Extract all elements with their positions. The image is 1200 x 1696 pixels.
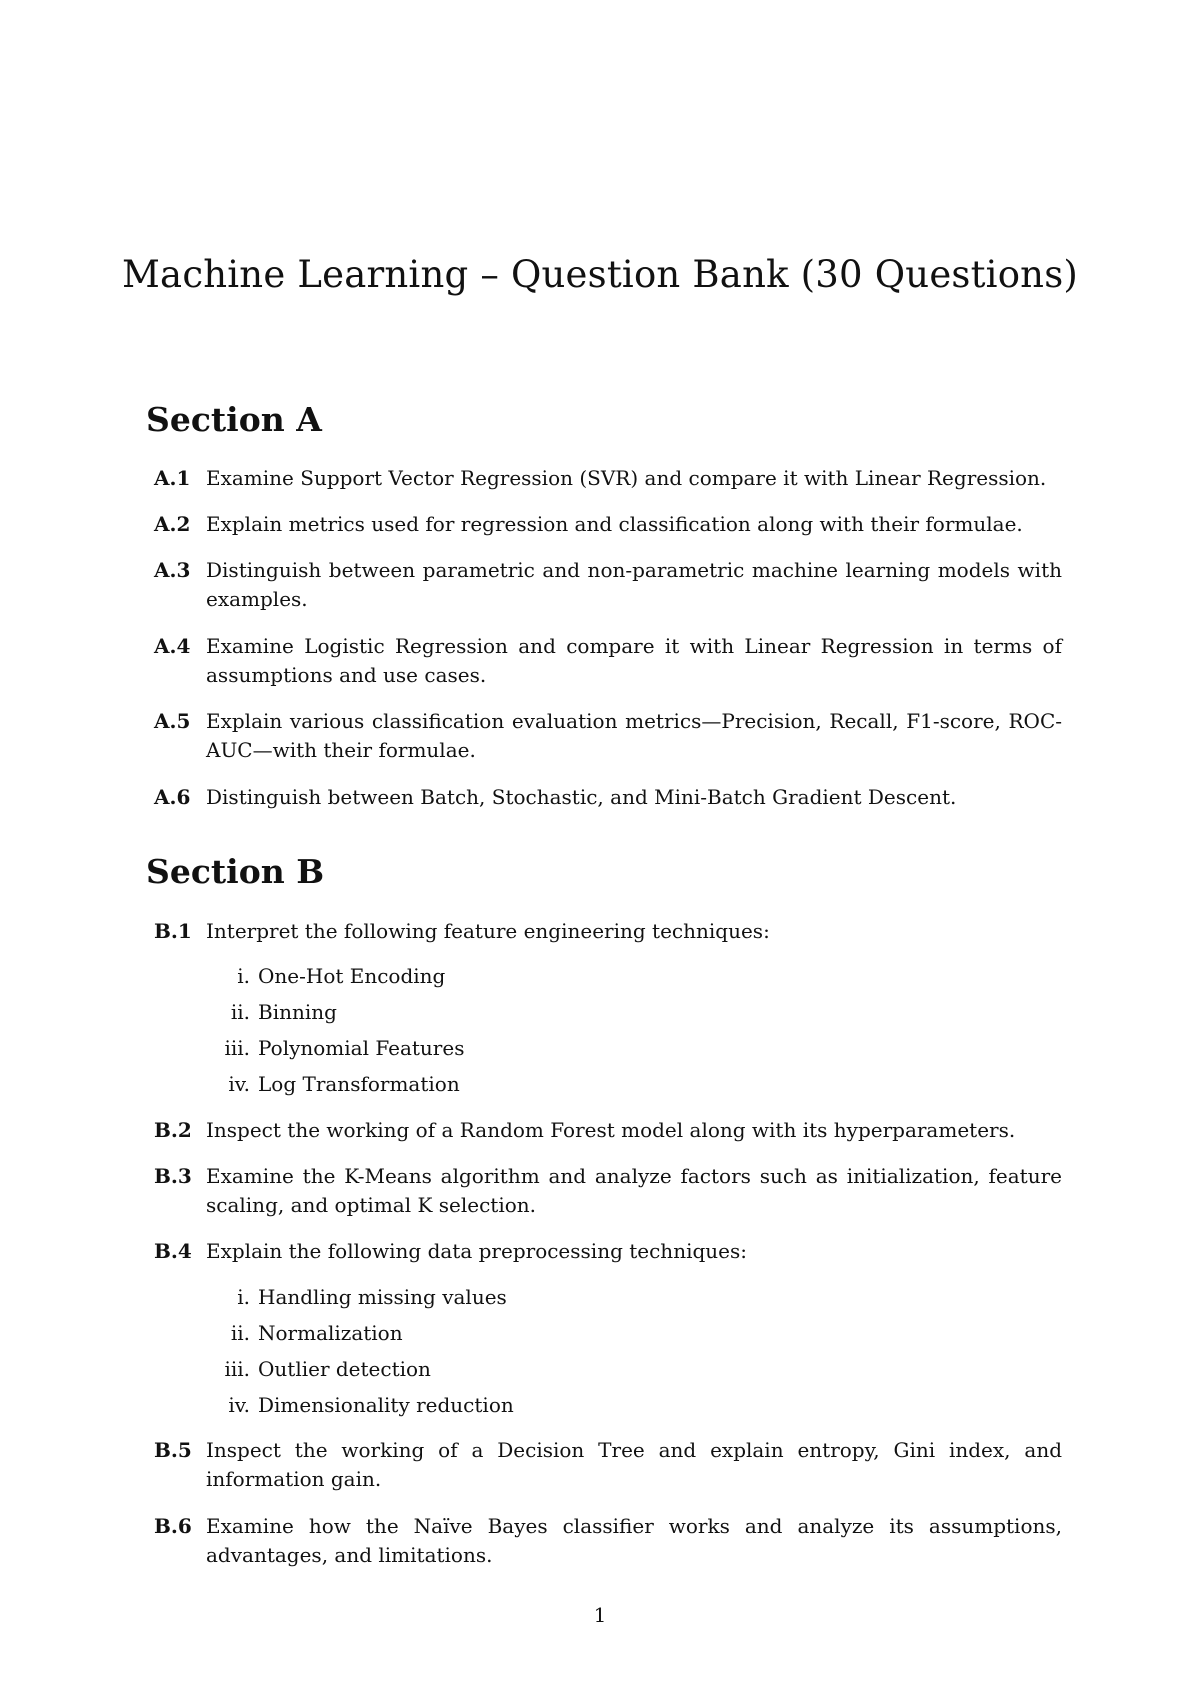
list-item-number: iii. [224,1036,250,1060]
question-a1 [154,464,1062,493]
page-title: Machine Learning – Question Bank (30 Questions) [121,252,1079,296]
question-b5 [154,1436,1062,1494]
question-text: Explain the following data preprocessing techniques: [206,1239,747,1263]
question-number: A.5 [154,709,191,733]
question-number: A.4 [154,634,191,658]
list-item-text: Dimensionality reduction [258,1393,514,1417]
question-a2 [154,510,1062,539]
list-item [200,1034,464,1063]
question-a4 [154,632,1062,690]
list-item-text: Handling missing values [258,1285,507,1309]
question-number: B.1 [154,919,192,943]
question-b6 [154,1512,1062,1570]
question-number: A.6 [154,785,191,809]
question-number: A.2 [154,512,191,536]
question-text: Explain metrics used for regression and classification along with their formulae. [206,512,1023,536]
list-item [200,1391,514,1420]
question-number: B.3 [154,1164,192,1188]
question-number: A.3 [154,558,191,582]
list-item [200,1319,403,1348]
question-text: Distinguish between Batch, Stochastic, and Mini-Batch Gradient Descent. [206,785,957,809]
question-text: Examine Logistic Regression and compare it with Linear Regression in terms of assumptions and use cases. [206,634,1062,687]
question-text: Inspect the working of a Decision Tree and explain entropy, Gini index, and information gain. [206,1438,1062,1491]
section-b-heading: Section B [146,852,325,891]
list-item [200,1070,460,1099]
question-b4 [154,1237,1062,1266]
question-b3 [154,1162,1062,1220]
question-text: Interpret the following feature engineering techniques: [206,919,770,943]
question-a3 [154,556,1062,614]
list-item-text: Polynomial Features [258,1036,465,1060]
list-item-number: i. [237,1285,250,1309]
question-number: A.1 [154,466,191,490]
list-item-number: iv. [228,1072,250,1096]
list-item-number: i. [237,964,250,988]
question-text: Examine the K-Means algorithm and analyze factors such as initialization, feature scaling, and optimal K selection. [206,1164,1062,1217]
question-number: B.4 [154,1239,192,1263]
list-item-text: Log Transformation [258,1072,460,1096]
list-item-text: One-Hot Encoding [258,964,446,988]
list-item [200,1283,507,1312]
question-number: B.2 [154,1118,192,1142]
question-number: B.5 [154,1438,192,1462]
list-item-text: Outlier detection [258,1357,431,1381]
question-b2 [154,1116,1062,1145]
question-text: Explain various classification evaluation metrics—Precision, Recall, F1-score, ROC-AUC—with their formulae. [206,709,1062,762]
list-item [200,1355,431,1384]
question-b1 [154,917,1062,946]
list-item-number: ii. [230,1321,250,1345]
list-item-number: ii. [230,1000,250,1024]
list-item [200,998,337,1027]
list-item-number: iii. [224,1357,250,1381]
question-text: Examine how the Naïve Bayes classifier works and analyze its assumptions, advantages, and limitations. [206,1514,1062,1567]
list-item-number: iv. [228,1393,250,1417]
page-number: 1 [593,1603,607,1627]
question-a6 [154,783,1062,812]
list-item-text: Binning [258,1000,337,1024]
list-item [200,962,445,991]
question-number: B.6 [154,1514,192,1538]
question-text: Examine Support Vector Regression (SVR) and compare it with Linear Regression. [206,466,1047,490]
list-item-text: Normalization [258,1321,403,1345]
question-text: Distinguish between parametric and non-parametric machine learning models with examples. [206,558,1062,611]
question-a5 [154,707,1062,765]
section-a-heading: Section A [146,400,322,439]
question-text: Inspect the working of a Random Forest model along with its hyperparameters. [206,1118,1016,1142]
